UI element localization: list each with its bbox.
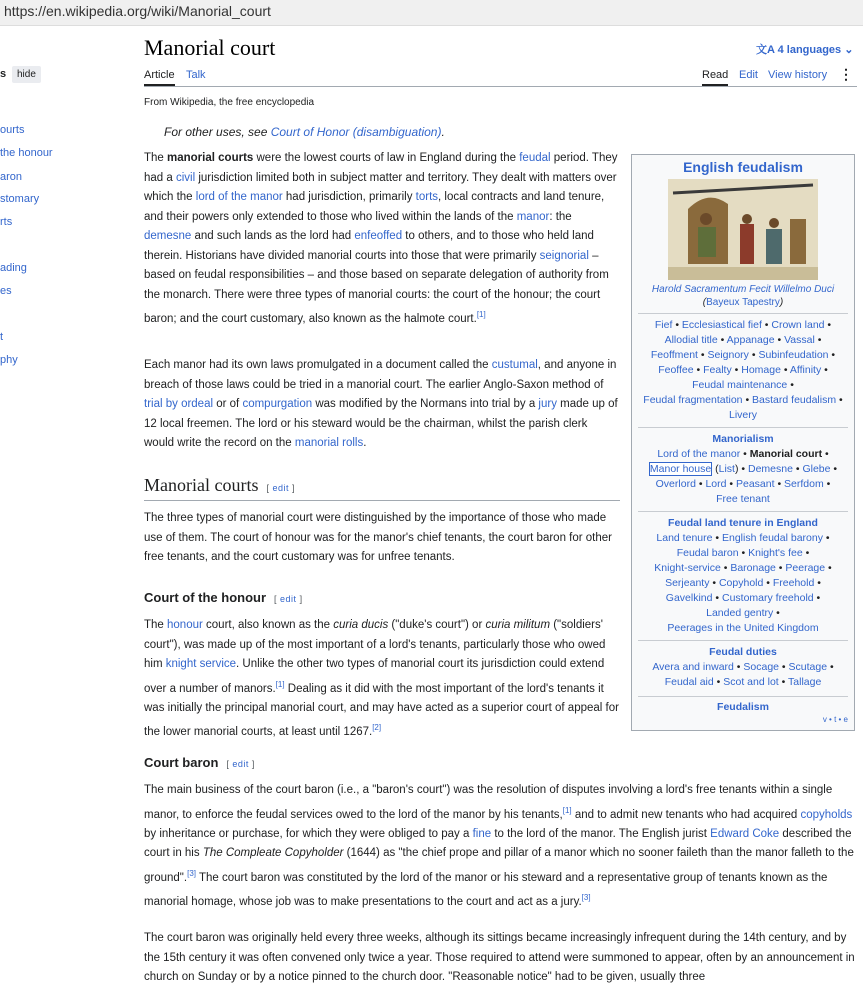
- section-heading-honour: [144, 590, 303, 605]
- separator: •: [814, 577, 821, 589]
- list-link[interactable]: Free tenant: [716, 493, 770, 505]
- separator: •: [693, 364, 704, 376]
- edit-section-link[interactable]: [ edit ]: [266, 483, 296, 493]
- separator: •: [821, 364, 828, 376]
- infobox-group-duties: [638, 640, 848, 690]
- list-link[interactable]: Scutage: [788, 661, 828, 673]
- list-link[interactable]: Livery: [728, 409, 757, 421]
- list-link[interactable]: Overlord: [655, 478, 696, 490]
- infobox: [631, 154, 855, 731]
- list-link[interactable]: Land tenure: [656, 532, 713, 544]
- list-link[interactable]: Fief: [654, 319, 673, 331]
- tab-talk[interactable]: Talk: [186, 69, 206, 81]
- separator: •: [742, 394, 753, 406]
- list-link[interactable]: Peerage: [785, 562, 826, 574]
- separator: •: [825, 562, 832, 574]
- image-caption: Harold Sacramentum Fecit Willelmo Duci (Bayeux Tapestry): [651, 284, 835, 308]
- separator: •: [709, 577, 719, 589]
- toc-item[interactable]: aron: [0, 171, 23, 183]
- separator: •: [748, 349, 759, 361]
- tagline: From Wikipedia, the free encyclopedia: [144, 97, 315, 108]
- list-link[interactable]: Tallage: [788, 676, 822, 688]
- separator: •: [828, 349, 836, 361]
- translate-icon: 文A: [756, 44, 778, 56]
- link-list: Lord of the manor • Manorial court • Manor house (List) • Demesne • Glebe • Overlord • Lord • Peasant • Serfdom • Free tenant: [649, 448, 838, 505]
- separator: •: [720, 562, 731, 574]
- link-list: [638, 531, 848, 636]
- list-link[interactable]: Serfdom: [784, 478, 824, 490]
- chevron-down-icon: ⌄: [841, 44, 854, 56]
- group-heading[interactable]: Manorialism: [712, 433, 774, 445]
- edit-label[interactable]: edit: [280, 594, 297, 604]
- paragraph: The honour court, also known as the curia ducis ("duke's court") or curia militum ("soldiers' court"), was made up of the most important of a lord's tenants, particularly those who owed him knight service. Unlike the other two types of manorial court its jurisdiction could extend over a number of manors.[1] Dealing as it did with the most important of the lord's tenants it was initially the principal manorial court, and may have acted as a superior court of appeal for the lower manorial courts, at least until 1267.[2]: [144, 619, 619, 739]
- separator: •: [712, 532, 722, 544]
- toc-item[interactable]: the honour: [0, 147, 53, 159]
- group-heading[interactable]: Feudal duties: [709, 646, 777, 658]
- current-page-label: Manorial court: [749, 448, 823, 460]
- heading-text: Court baron: [144, 755, 219, 770]
- language-count: 4 languages: [777, 44, 842, 56]
- list-link[interactable]: Scot and lot: [723, 676, 779, 688]
- toc-item[interactable]: ading: [0, 262, 27, 274]
- link-list: [638, 318, 848, 423]
- list-link[interactable]: Glebe: [802, 463, 831, 475]
- list-link[interactable]: Fealty: [703, 364, 732, 376]
- page-tabs: [144, 64, 857, 87]
- separator: •: [733, 661, 744, 673]
- paragraph: The court baron was originally held every three weeks, although its sittings became increasingly infrequent during the 14th century, and by the 15th century it was often convened only twice a year. Those required to attend were summoned to appear, often by an announcement in church on Sunday or by a notice pinned to the church door. "Reasonable notice" had to be given, usually three: [144, 932, 855, 983]
- caption-link[interactable]: Harold Sacramentum Fecit Willelmo Duci: [651, 284, 835, 295]
- hatnote-link[interactable]: Court of Honor (disambiguation): [270, 125, 442, 139]
- paragraph: Each manor had its own laws promulgated in a document called the custumal, and anyone in breach of those laws could be tried in a manorial court. The earlier Anglo-Saxon method of trial by ordeal or of compurgation was modified by the Normans into trial by a jury made up of 12 local freemen. The lord or his steward would be the chairman, whilst the parish clerk would write the record on the manorial rolls.: [144, 359, 618, 449]
- list-link[interactable]: Peerages in the United Kingdom: [667, 622, 819, 634]
- list-link[interactable]: Knight's fee: [748, 547, 803, 559]
- list-link[interactable]: Allodial title: [664, 334, 718, 346]
- edit-section-link[interactable]: [ edit ]: [274, 594, 303, 604]
- separator: •: [802, 547, 810, 559]
- bayeux-tapestry-image[interactable]: [668, 179, 818, 280]
- list-link[interactable]: Homage: [741, 364, 781, 376]
- list-link[interactable]: Avera and inward: [652, 661, 734, 673]
- separator: •: [778, 676, 789, 688]
- hatnote: [164, 125, 445, 139]
- separator: •: [780, 364, 790, 376]
- list-link[interactable]: Demesne: [747, 463, 793, 475]
- hatnote-text: For other uses, see: [164, 125, 271, 139]
- list-link[interactable]: Lord: [705, 478, 727, 490]
- toc-item[interactable]: phy: [0, 354, 18, 366]
- separator: •: [713, 676, 724, 688]
- paragraph: The three types of manorial court were distinguished by the importance of those who made use of them. The court of honour was for the manor's chief tenants, the court baron for other free tenants, and the court customary was for unfree tenants.: [144, 512, 612, 563]
- manor-house-link[interactable]: Manor house: [649, 463, 712, 475]
- list-link[interactable]: Ecclesiastical fief: [681, 319, 762, 331]
- list-link[interactable]: Knight-service: [654, 562, 721, 574]
- infobox-group-manorialism: [638, 427, 848, 507]
- list-link[interactable]: Vassal: [784, 334, 815, 346]
- separator: •: [672, 319, 682, 331]
- separator: •: [738, 547, 749, 559]
- separator: •: [774, 334, 785, 346]
- edit-label[interactable]: edit: [232, 759, 249, 769]
- separator: •: [763, 577, 773, 589]
- tab-article[interactable]: Article: [144, 69, 175, 86]
- more-options-icon[interactable]: ⋮: [839, 66, 853, 82]
- selected-link[interactable]: [649, 462, 712, 476]
- list-link[interactable]: Lord of the manor: [657, 448, 741, 460]
- toc-item[interactable]: ourts: [0, 124, 25, 136]
- separator: •: [697, 349, 708, 361]
- separator: •: [827, 661, 834, 673]
- list-link[interactable]: Bastard feudalism: [752, 394, 837, 406]
- list-link[interactable]: Crown land: [771, 319, 825, 331]
- infobox-title[interactable]: English feudalism: [683, 159, 803, 175]
- toc-item[interactable]: es: [0, 285, 12, 297]
- separator: •: [813, 592, 821, 604]
- heading-text: Manorial courts: [144, 475, 259, 495]
- list-link[interactable]: Serjeanty: [665, 577, 710, 589]
- separator: •: [822, 532, 830, 544]
- separator: •: [717, 334, 727, 346]
- list-link[interactable]: Feudal aid: [664, 676, 714, 688]
- infobox-footer-link[interactable]: Feudalism: [638, 696, 848, 713]
- list-link[interactable]: English feudal barony: [721, 532, 823, 544]
- separator: •: [779, 661, 789, 673]
- toc-header: s: [0, 68, 7, 80]
- separator: •: [836, 394, 843, 406]
- list-link[interactable]: Affinity: [789, 364, 822, 376]
- toc-item[interactable]: stomary: [0, 193, 40, 205]
- separator: •: [773, 607, 780, 619]
- list-link[interactable]: Feudal baron: [676, 547, 739, 559]
- separator: •: [824, 319, 832, 331]
- list-link[interactable]: Customary freehold: [722, 592, 814, 604]
- hatnote-suffix: .: [441, 125, 445, 139]
- separator: •: [775, 562, 786, 574]
- caption-source-link[interactable]: Bayeux Tapestry: [706, 297, 780, 308]
- separator: •: [814, 334, 822, 346]
- list-link[interactable]: Freehold: [772, 577, 815, 589]
- link-list: [638, 660, 848, 690]
- list-link[interactable]: Socage: [743, 661, 780, 673]
- toc-item[interactable]: t: [0, 331, 4, 343]
- section-heading-manorial-courts: [144, 475, 620, 501]
- section-heading-court-baron: [144, 755, 255, 770]
- toc-hide-button[interactable]: hide: [12, 66, 41, 83]
- list-link[interactable]: Gavelkind: [665, 592, 713, 604]
- separator: •: [787, 379, 794, 391]
- language-button[interactable]: [756, 41, 853, 57]
- address-bar[interactable]: https://en.wikipedia.org/wiki/Manorial_court: [0, 0, 863, 26]
- list-link[interactable]: Subinfeudation: [758, 349, 829, 361]
- paragraph: The main business of the court baron (i.e., a "baron's court") was the resolution of disputes involving a lord's free tenants within a single manor, to enforce the feudal services owed to the lord of the manor by his tenants,[1] and to admit new tenants who had acquired copyholds by inheritance or purchase, for which they were obliged to pay a fine to the lord of the manor. The English jurist Edward Coke described the court in his The Compleate Copyholder (1644) as "the chief prope and pillar of a manor which no sooner faileth than the manor falleth to the ground".[3] The court baron was constituted by the lord of the manor or his steward and a representative group of tenants known as the manorial homage, whose job was to make presentations to the court and act as a jury.[3]: [144, 784, 854, 908]
- edit-section-link[interactable]: [ edit ]: [226, 759, 255, 769]
- tab-view-history[interactable]: View history: [768, 69, 828, 81]
- infobox-group-general: [638, 313, 848, 423]
- list-link[interactable]: Baronage: [730, 562, 776, 574]
- list-link[interactable]: Copyhold: [718, 577, 764, 589]
- separator: •: [731, 364, 742, 376]
- tab-read[interactable]: Read: [702, 69, 728, 86]
- toc-item[interactable]: rts: [0, 216, 13, 228]
- infobox-group-tenure: [638, 511, 848, 636]
- lead-paragraph: The manorial courts were the lowest courts of law in England during the feudal period. They had a civil jurisdiction limited both in subject matter and territory. They dealt with matters over which the lord of the manor had jurisdiction, primarily torts, local contracts and land tenure, and their powers only extended to those who lived within the lands of the manor: the demesne and such lands as the lord had enfeoffed to others, and to those who held land therein. Historians have divided manorial courts into those that were primarily seignorial – based on feudal responsibilities – and those based on separate delegation of authority from the monarch. There were three types of manorial courts: the court of the honour; the court baron; and the court customary, also known as the halmote court.[1]: [144, 152, 618, 325]
- group-heading[interactable]: Feudal land tenure in England: [668, 517, 818, 529]
- list-link[interactable]: Peasant: [735, 478, 775, 490]
- navbox-vte-links[interactable]: v • t • e: [822, 715, 848, 724]
- list-link[interactable]: Seignory: [707, 349, 749, 361]
- edit-label[interactable]: edit: [272, 483, 289, 493]
- separator: •: [712, 592, 722, 604]
- list-link[interactable]: Feoffee: [658, 364, 694, 376]
- page-title: Manorial court: [144, 35, 276, 60]
- list-link[interactable]: Appanage: [726, 334, 775, 346]
- list-link[interactable]: Feoffment: [650, 349, 698, 361]
- list-link[interactable]: Feudal fragmentation: [643, 394, 743, 406]
- tab-edit[interactable]: Edit: [739, 69, 758, 81]
- separator: •: [761, 319, 772, 331]
- heading-text: Court of the honour: [144, 590, 267, 605]
- list-link[interactable]: Feudal maintenance: [692, 379, 788, 391]
- list-link[interactable]: Landed gentry: [706, 607, 774, 619]
- list-link[interactable]: List: [718, 463, 735, 475]
